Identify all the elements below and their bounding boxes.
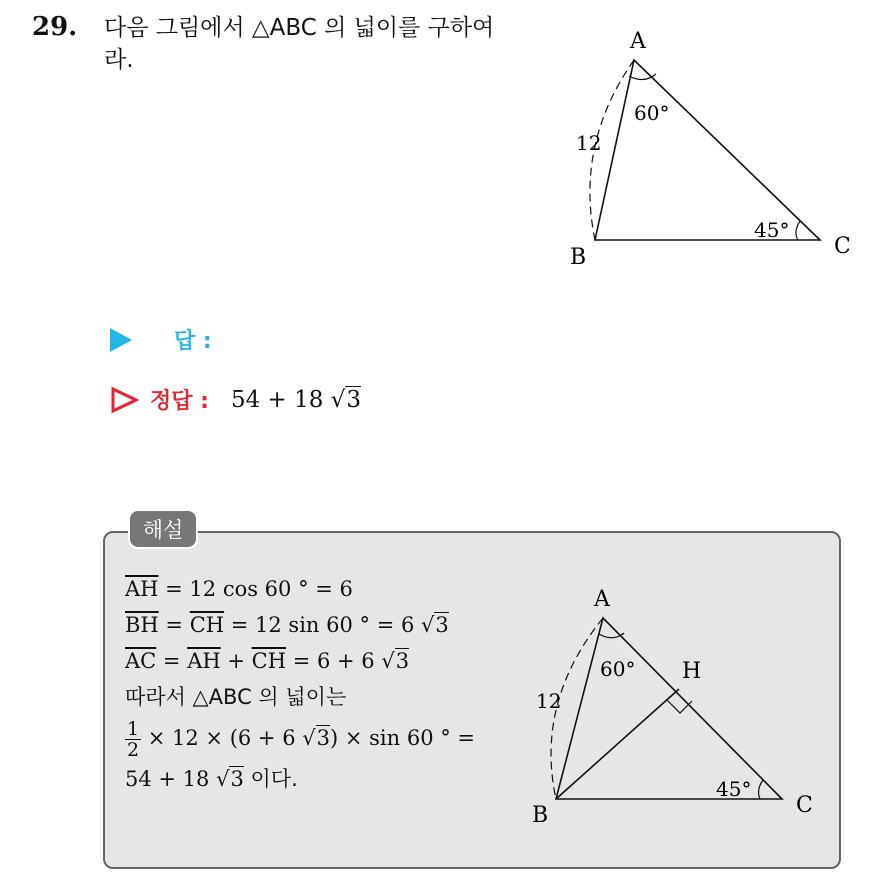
solution-line-1: $\overline{AH} = 12$ cos 60 ° = 6 xyxy=(125,577,353,601)
side-ab-length: 12 xyxy=(576,131,602,155)
solution-body xyxy=(125,571,475,797)
angle-a-arc xyxy=(629,74,656,80)
angle-c-label: 45° xyxy=(716,777,752,801)
vertex-c-label: C xyxy=(834,234,851,259)
vertex-h-label: H xyxy=(682,659,702,684)
question-text-line1: 다음 그림에서 △ABC 의 넓이를 구하여 xyxy=(104,15,495,41)
angle-a-arc xyxy=(599,633,624,638)
question-text-line2: 라. xyxy=(104,47,134,73)
triangle-abc-solution xyxy=(556,618,782,799)
correct-arrow-icon xyxy=(110,386,140,414)
solution-line-3: $\overline{AC} = \overline{AH} + \overline{CH} = 6 + 6$ √3 xyxy=(125,649,410,673)
answer-row xyxy=(110,324,212,355)
triangle-abc xyxy=(595,60,820,240)
vertex-b-label: B xyxy=(570,245,587,270)
solution-tag: 해설 xyxy=(128,509,198,549)
vertex-a-label: A xyxy=(594,587,610,612)
correct-label: 정답 : xyxy=(150,389,209,414)
fraction-half: $\frac{1}{2}$ xyxy=(127,718,140,761)
vertex-b-label: B xyxy=(532,803,549,828)
solution-triangle-figure xyxy=(520,582,820,832)
angle-a-label: 60° xyxy=(634,101,670,125)
solution-line-6: 54 + 18 √3 이다. xyxy=(125,767,298,791)
correct-answer-row xyxy=(110,384,361,415)
answer-arrow-icon xyxy=(110,328,132,352)
solution-line-5: $\frac{1}{2}$ × 12 × (6 + 6 √3) × sin 60 ° = xyxy=(127,718,476,761)
triangle-figure xyxy=(560,24,860,274)
vertex-a-label: A xyxy=(630,29,646,54)
question-text xyxy=(104,12,544,76)
question-number: 29. xyxy=(32,12,78,42)
angle-c-label: 45° xyxy=(754,218,790,242)
solution-line-4: 따라서 △ABC 의 넓이는 xyxy=(125,685,347,709)
correct-value: 54 + 18 √3 xyxy=(230,386,362,413)
angle-a-label: 60° xyxy=(600,657,636,681)
answer-label: 답 : xyxy=(174,329,212,354)
side-ab-length: 12 xyxy=(536,689,562,713)
vertex-c-label: C xyxy=(796,793,813,818)
right-angle-mark xyxy=(667,700,692,713)
angle-c-arc xyxy=(759,780,763,799)
altitude-bh xyxy=(556,689,679,799)
solution-line-2: $\overline{BH} = \overline{CH} = 12$ sin 60 ° = 6 √3 xyxy=(125,613,449,637)
angle-c-arc xyxy=(796,221,800,240)
